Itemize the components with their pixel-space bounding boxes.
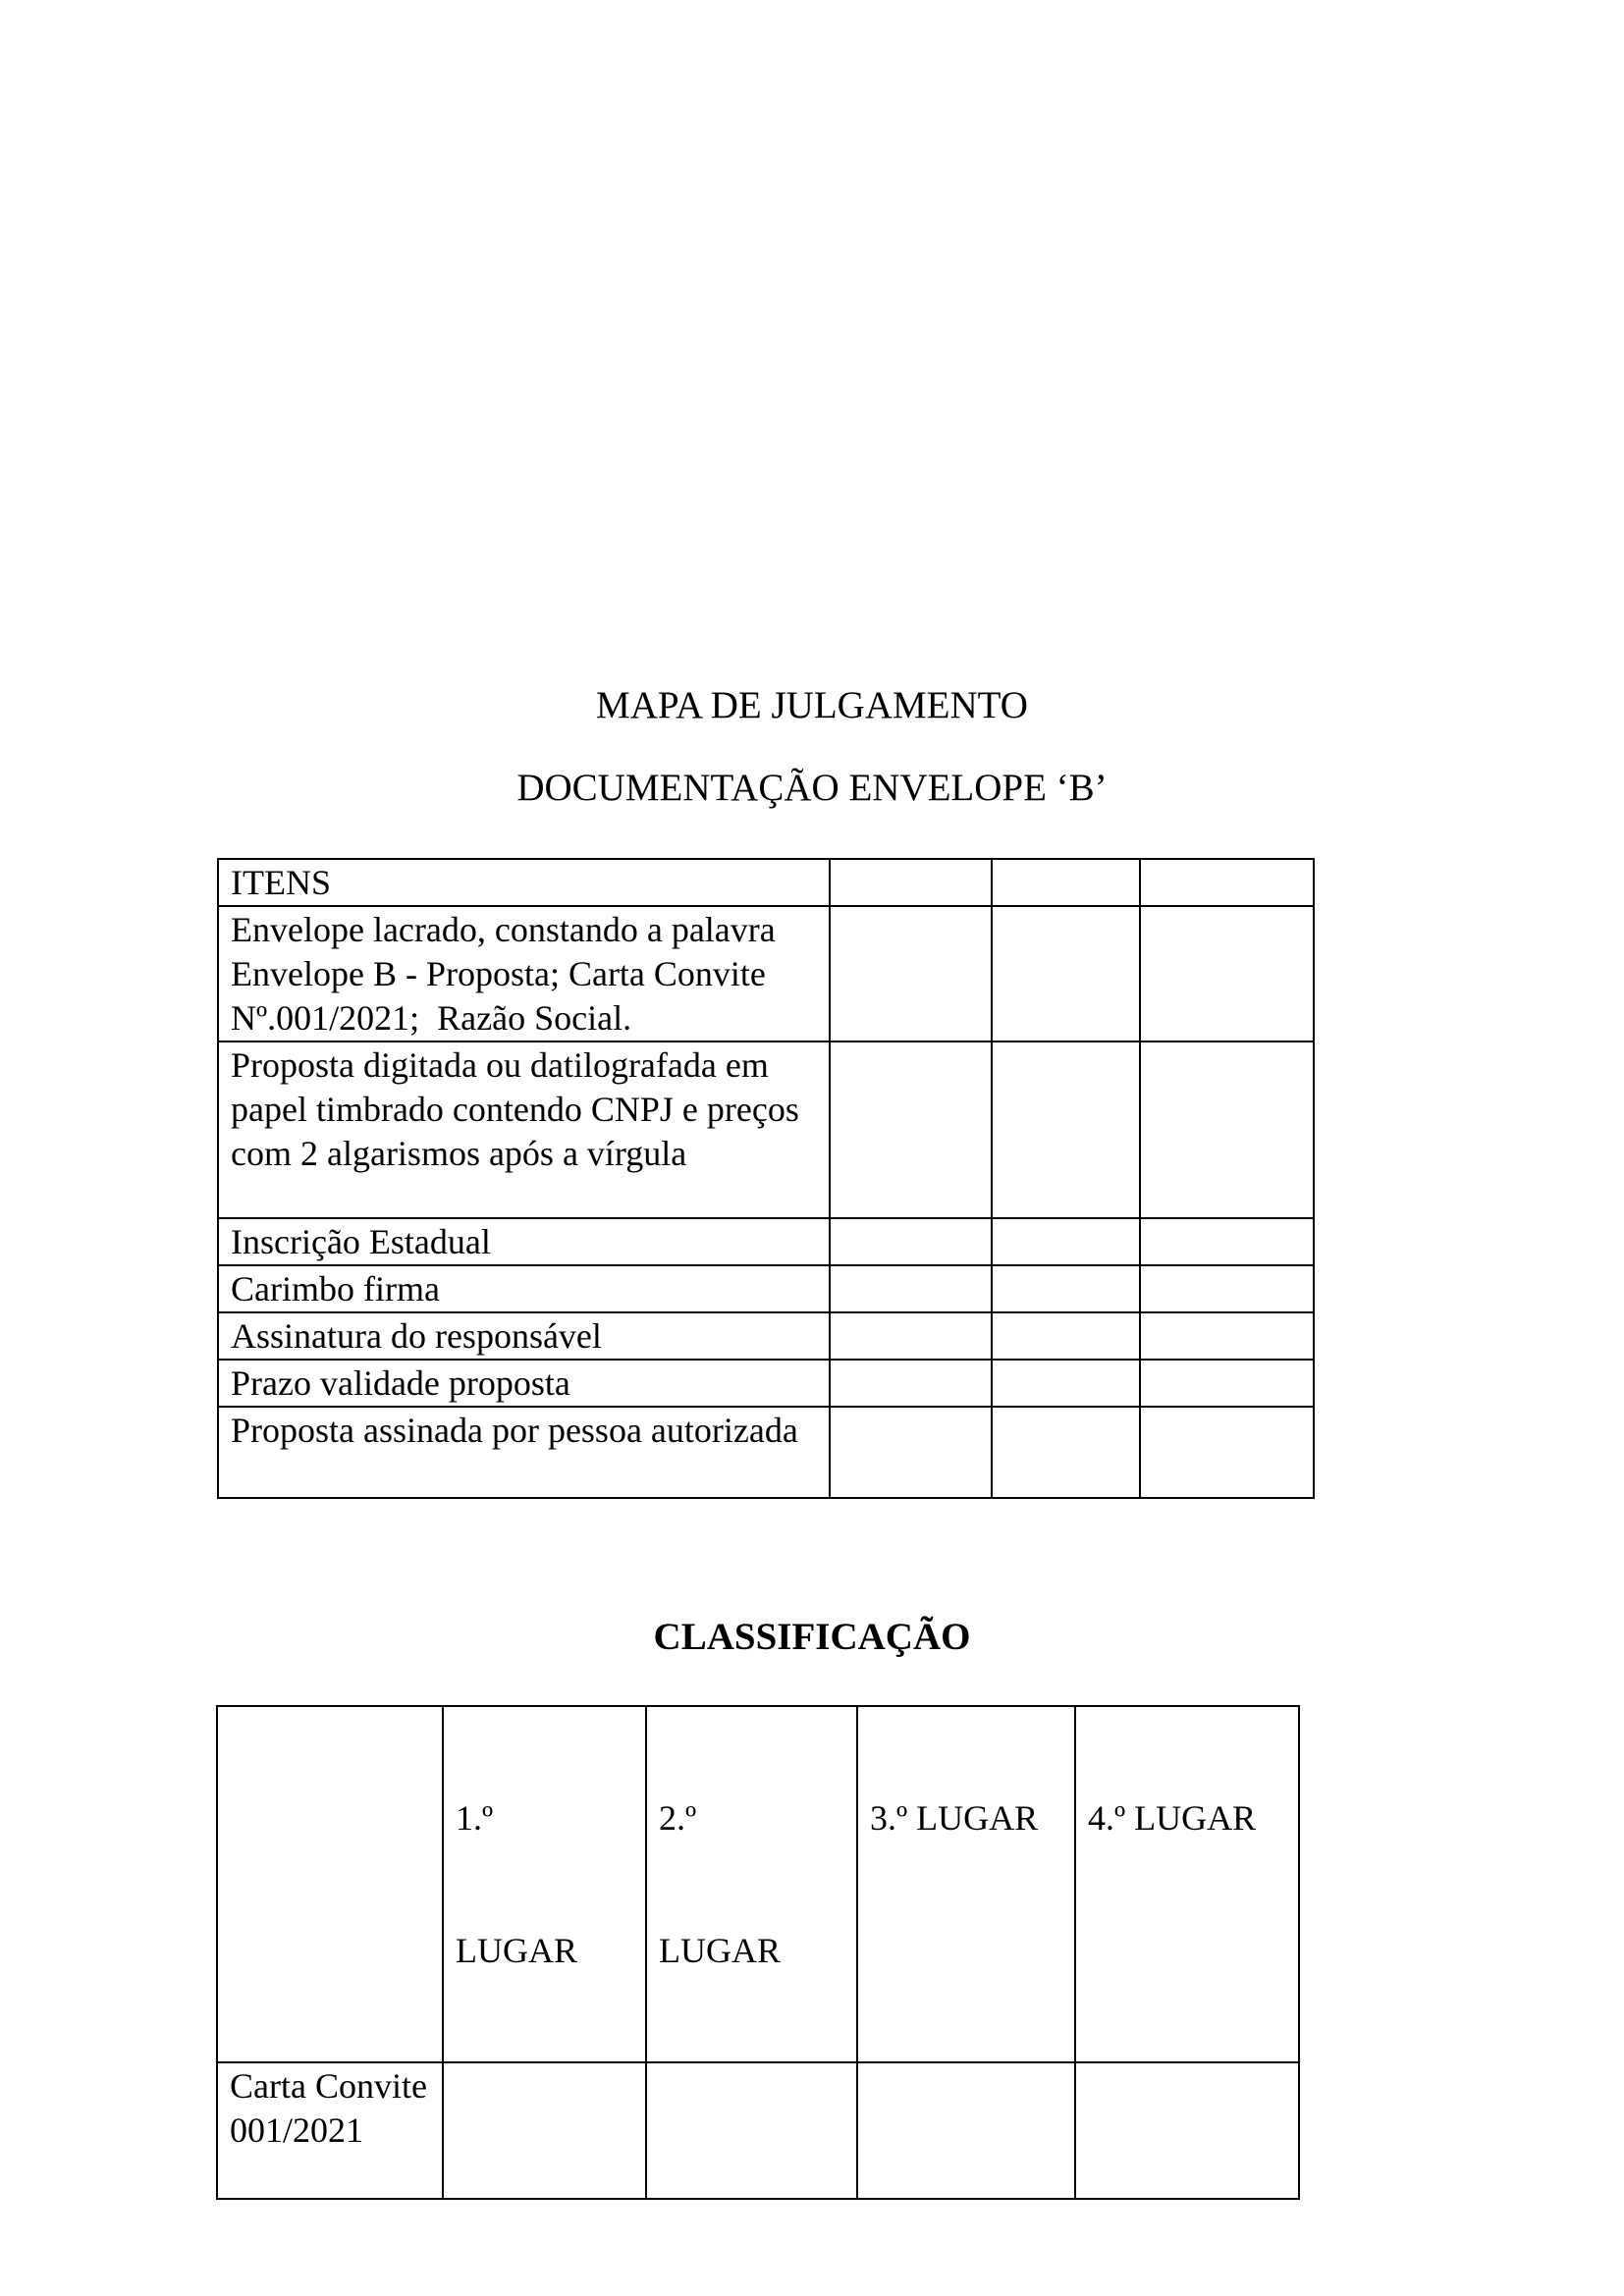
table-row bbox=[218, 906, 1314, 1041]
empty-cell bbox=[1140, 906, 1314, 1041]
classification-heading: CLASSIFICAÇÃO bbox=[653, 1616, 971, 1658]
empty-cell bbox=[992, 906, 1140, 1041]
empty-cell bbox=[992, 859, 1140, 906]
page-title: MAPA DE JULGAMENTO bbox=[596, 684, 1028, 726]
empty-cell bbox=[830, 1265, 992, 1312]
item-cell: Inscrição Estadual bbox=[218, 1218, 830, 1265]
empty-cell bbox=[992, 1218, 1140, 1265]
empty-cell bbox=[830, 1218, 992, 1265]
item-cell: Prazo validade proposta bbox=[218, 1360, 830, 1407]
empty-cell bbox=[992, 1407, 1140, 1498]
empty-cell bbox=[830, 906, 992, 1041]
classification-data-row bbox=[217, 2062, 1299, 2199]
header-line: 3.º LUGAR bbox=[870, 1798, 1039, 1838]
page-subtitle: DOCUMENTAÇÃO ENVELOPE ‘B’ bbox=[516, 767, 1108, 809]
empty-cell bbox=[830, 859, 992, 906]
empty-cell bbox=[992, 1360, 1140, 1407]
empty-cell bbox=[1140, 1218, 1314, 1265]
empty-cell bbox=[443, 2062, 646, 2199]
item-cell: Proposta digitada ou datilografada em papel timbrado contendo CNPJ e preços com 2 algarismos após a vírgula bbox=[218, 1041, 830, 1218]
items-table bbox=[217, 858, 1315, 1499]
empty-cell bbox=[992, 1041, 1140, 1218]
empty-cell bbox=[646, 2062, 857, 2199]
table-row bbox=[218, 1218, 1314, 1265]
header-cell-3rd-place bbox=[857, 1706, 1075, 2062]
item-cell: Envelope lacrado, constando a palavra Envelope B - Proposta; Carta Convite Nº.001/2021; Razão Social. bbox=[218, 906, 830, 1041]
empty-cell bbox=[830, 1360, 992, 1407]
header-line: LUGAR bbox=[659, 1931, 781, 1970]
table-row bbox=[218, 1265, 1314, 1312]
table-row bbox=[218, 1041, 1314, 1218]
empty-cell bbox=[830, 1312, 992, 1360]
header-line: LUGAR bbox=[456, 1931, 577, 1970]
empty-cell bbox=[830, 1041, 992, 1218]
item-cell: Proposta assinada por pessoa autorizada bbox=[218, 1407, 830, 1498]
item-cell: Assinatura do responsável bbox=[218, 1312, 830, 1360]
empty-cell bbox=[1140, 859, 1314, 906]
empty-cell bbox=[217, 1706, 443, 2062]
empty-cell bbox=[1075, 2062, 1299, 2199]
header-line: 1.º bbox=[456, 1798, 494, 1838]
empty-cell bbox=[1140, 1360, 1314, 1407]
item-cell: Carimbo firma bbox=[218, 1265, 830, 1312]
header-cell-2nd-place bbox=[646, 1706, 857, 2062]
header-cell-1st-place bbox=[443, 1706, 646, 2062]
empty-cell bbox=[1140, 1041, 1314, 1218]
empty-cell bbox=[1140, 1407, 1314, 1498]
empty-cell bbox=[857, 2062, 1075, 2199]
classification-table bbox=[216, 1705, 1300, 2200]
empty-cell bbox=[1140, 1312, 1314, 1360]
table-row bbox=[218, 1360, 1314, 1407]
table-row bbox=[218, 1312, 1314, 1360]
table-row bbox=[218, 1407, 1314, 1498]
classification-header-row bbox=[217, 1706, 1299, 2062]
header-cell-4th-place bbox=[1075, 1706, 1299, 2062]
empty-cell bbox=[992, 1265, 1140, 1312]
items-table-header-row bbox=[218, 859, 1314, 906]
row-label-cell: Carta Convite 001/2021 bbox=[217, 2062, 443, 2199]
items-header-cell: ITENS bbox=[218, 859, 830, 906]
empty-cell bbox=[1140, 1265, 1314, 1312]
empty-cell bbox=[830, 1407, 992, 1498]
header-line: 4.º LUGAR bbox=[1088, 1798, 1257, 1838]
empty-cell bbox=[992, 1312, 1140, 1360]
header-line: 2.º bbox=[659, 1798, 697, 1838]
